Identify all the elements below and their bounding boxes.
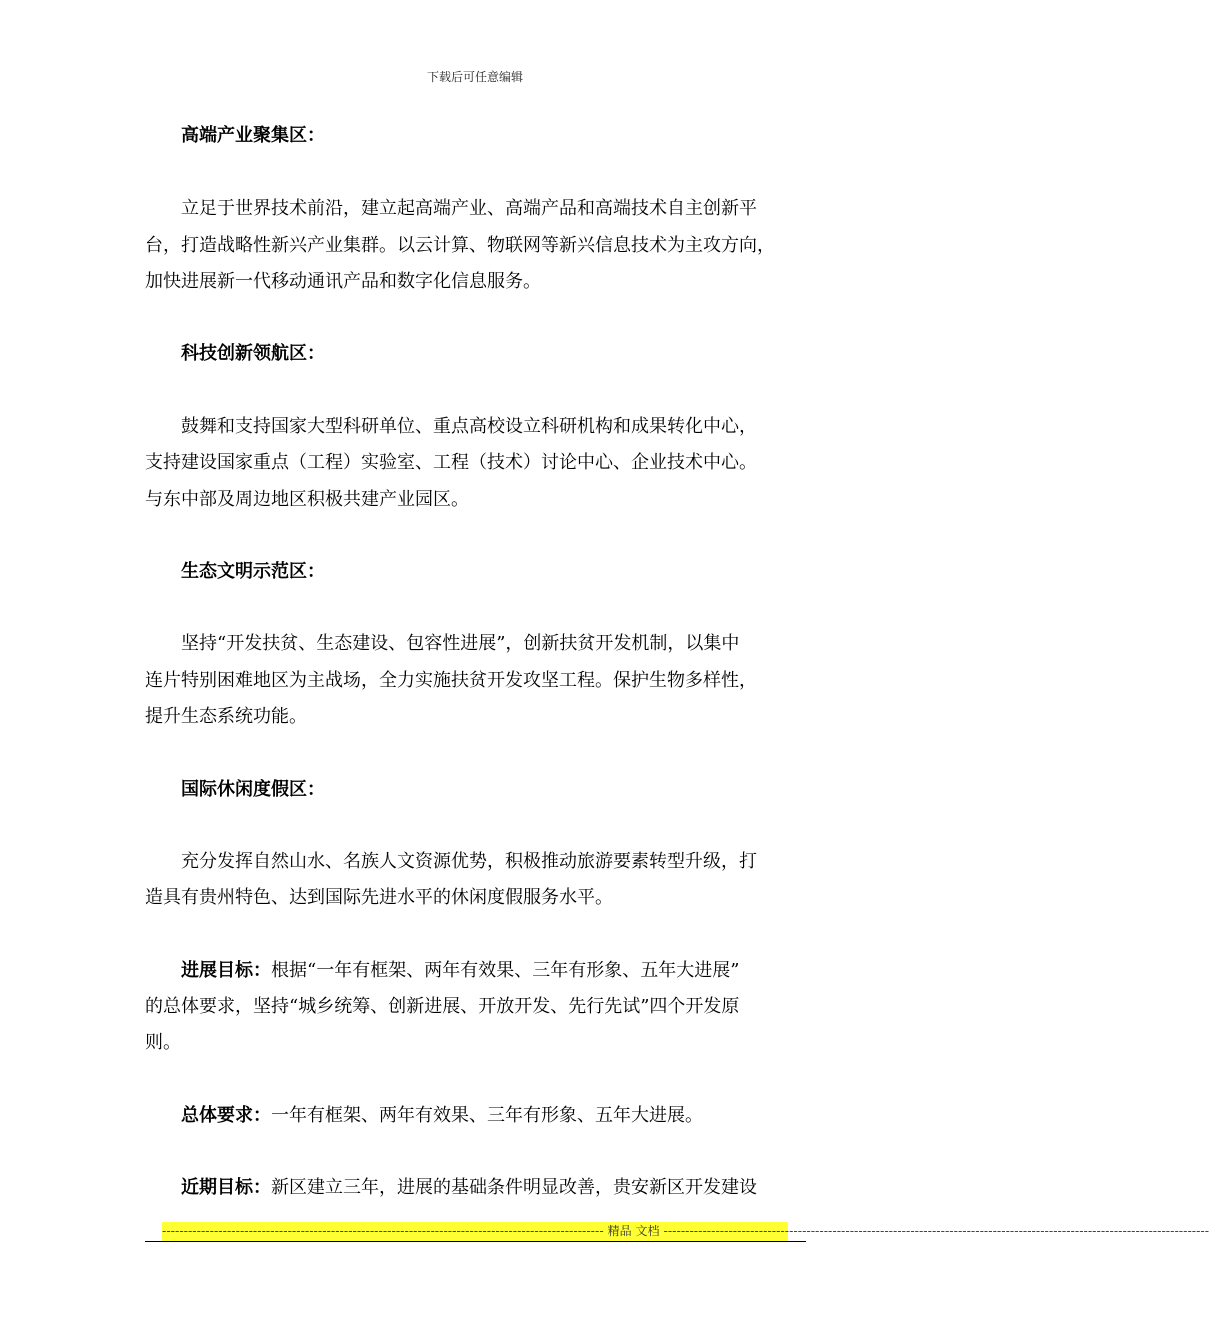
lead-label: 进展目标： xyxy=(181,960,271,981)
section-title-high-end-industry: 高端产业聚集区： xyxy=(181,125,325,146)
footer-dashes-right: ------------------------------------------------------------------------------------------------------------------------------ xyxy=(663,1224,1209,1238)
paragraph-overall-requirement xyxy=(181,1105,703,1127)
paragraph-line: 则。 xyxy=(145,1032,181,1053)
paragraph-line: 鼓舞和支持国家大型科研单位、重点高校设立科研机构和成果转化中心， xyxy=(181,416,757,437)
paragraph-near-term-goal xyxy=(181,1177,757,1199)
lead-label: 近期目标： xyxy=(181,1177,271,1198)
section-title-leisure-resort: 国际休闲度假区： xyxy=(181,779,325,800)
paragraph-line: 支持建设国家重点（工程）实验室、工程（技术）讨论中心、企业技术中心。 xyxy=(145,452,757,473)
footer-rule xyxy=(145,1241,806,1242)
paragraph-text: 新区建立三年，进展的基础条件明显改善，贵安新区开发建设 xyxy=(271,1177,757,1198)
header-note: 下载后可任意编辑 xyxy=(426,70,523,84)
paragraph-line: 加快进展新一代移动通讯产品和数字化信息服务。 xyxy=(145,271,541,292)
paragraph-text: 一年有框架、两年有效果、三年有形象、五年大进展。 xyxy=(271,1105,703,1126)
paragraph-line: 与东中部及周边地区积极共建产业园区。 xyxy=(145,489,469,510)
paragraph-line: 台，打造战略性新兴产业集群。以云计算、物联网等新兴信息技术为主攻方向， xyxy=(145,235,775,256)
lead-label: 总体要求： xyxy=(181,1105,271,1126)
paragraph-development-goal xyxy=(181,960,739,982)
section-title-eco-civilization: 生态文明示范区： xyxy=(181,561,325,582)
paragraph-line: 连片特别困难地区为主战场，全力实施扶贫开发攻坚工程。保护生物多样性， xyxy=(145,670,757,691)
paragraph-line: 充分发挥自然山水、名族人文资源优势，积极推动旅游要素转型升级，打 xyxy=(181,851,757,872)
paragraph-line: 造具有贵州特色、达到国际先进水平的休闲度假服务水平。 xyxy=(145,887,613,908)
paragraph-line: 立足于世界技术前沿，建立起高端产业、高端产品和高端技术自主创新平 xyxy=(181,198,757,219)
paragraph-text: 根据“一年有框架、两年有效果、三年有形象、五年大进展” xyxy=(271,960,740,981)
paragraph-line: 提升生态系统功能。 xyxy=(145,706,307,727)
section-title-tech-innovation: 科技创新领航区： xyxy=(181,343,325,364)
footer-label: 精品 文档 xyxy=(607,1224,660,1238)
footer-highlight-bar xyxy=(162,1222,1209,1241)
footer-dashes-left: ------------------------------------------------------------------------------------------------------ xyxy=(162,1224,604,1238)
paragraph-line: 坚持“开发扶贫、生态建设、包容性进展”，创新扶贫开发机制，以集中 xyxy=(181,633,740,654)
paragraph-line: 的总体要求，坚持“城乡统筹、创新进展、开放开发、先行先试”四个开发原 xyxy=(145,996,740,1017)
